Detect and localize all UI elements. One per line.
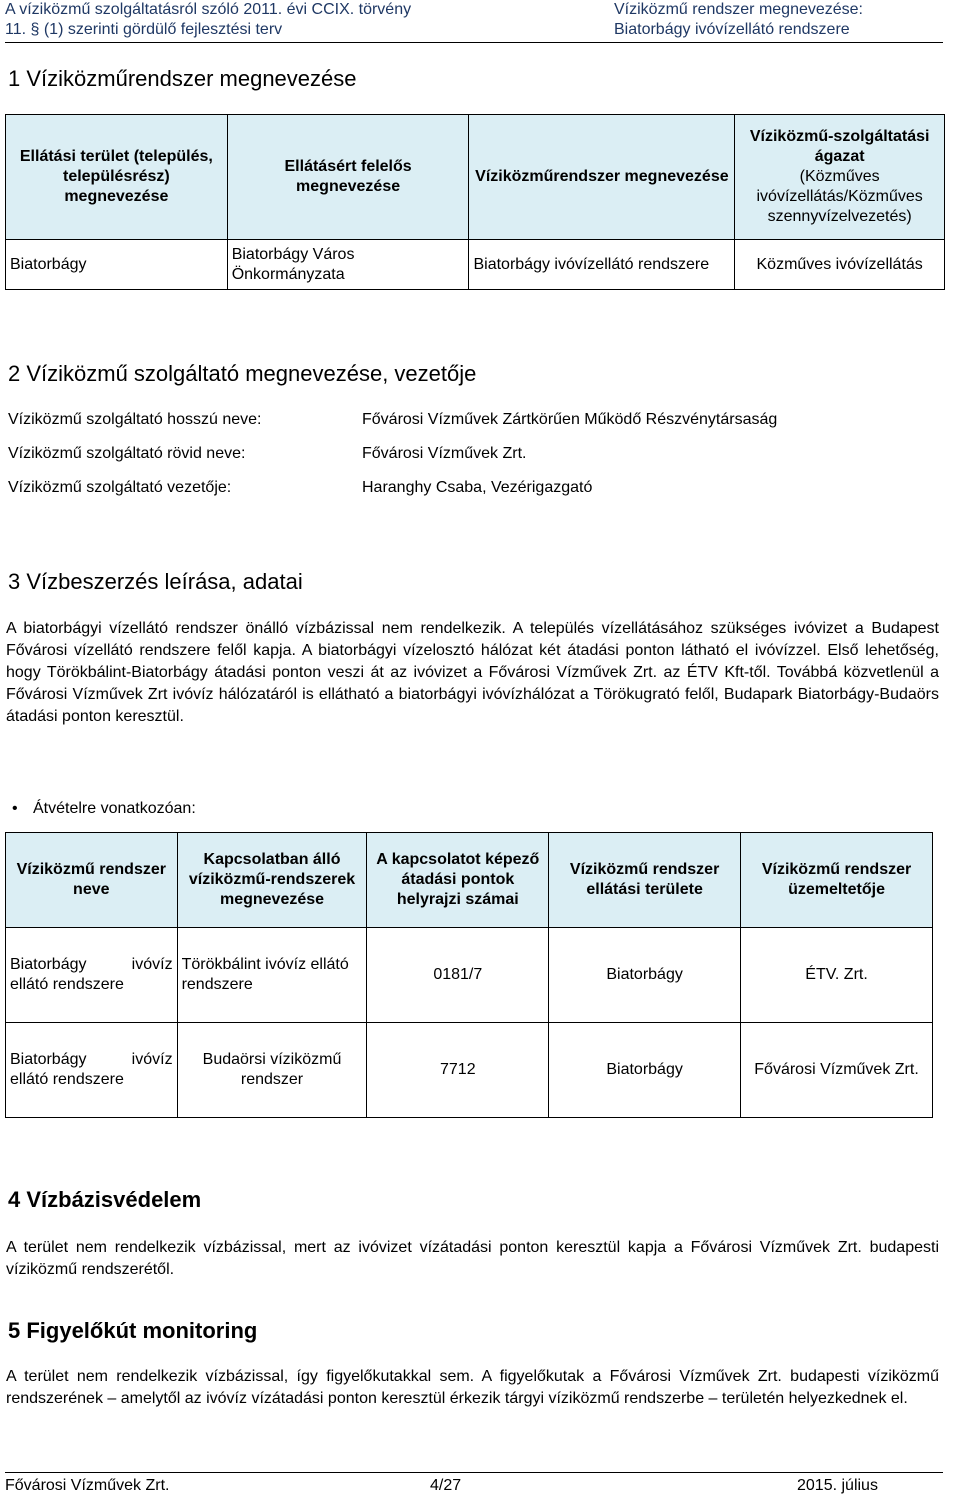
- header-right-line1: Víziközmű rendszer megnevezése:: [614, 1, 863, 18]
- connection-cell-points: 7712: [367, 1023, 549, 1118]
- connection-cell-linked: Budaörsi víziközmű rendszer: [177, 1023, 367, 1118]
- provider-short-name-label: Víziközmű szolgáltató rövid neve:: [8, 445, 246, 462]
- provider-leader-value: Haranghy Csaba, Vezérigazgató: [362, 479, 593, 496]
- system-table-header-sector: [735, 115, 945, 240]
- system-table-header-responsible: Ellátásért felelős megnevezése: [227, 115, 469, 240]
- connection-table-header-operator: Víziközmű rendszer üzemeltetője: [741, 833, 933, 928]
- connection-table-header-linked: Kapcsolatban álló víziközmű-rendszerek megnevezése: [177, 833, 367, 928]
- system-table-header-system: Víziközműrendszer megnevezése: [469, 115, 735, 240]
- system-table-cell-system: Biatorbágy ivóvízellátó rendszere: [469, 240, 735, 290]
- provider-long-name-value: Fővárosi Vízművek Zártkörűen Működő Részvénytársaság: [362, 411, 778, 428]
- footer-date: 2015. július: [797, 1477, 878, 1494]
- connection-table-header-points: A kapcsolatot képező átadási pontok helyrajzi számai: [367, 833, 549, 928]
- connection-cell-operator: ÉTV. Zrt.: [741, 928, 933, 1023]
- section4-paragraph: A terület nem rendelkezik vízbázissal, mert az ivóvizet vízátadási ponton keresztül kapja a Fővárosi Vízművek Zrt. budapesti víziközmű rendszerétől.: [6, 1239, 939, 1278]
- system-table-header-area: Ellátási terület (település, településrész) megnevezése: [6, 115, 228, 240]
- section4-title: 4 Vízbázisvédelem: [8, 1187, 202, 1212]
- system-table-cell-area: Biatorbágy: [6, 240, 228, 290]
- provider-long-name-label: Víziközmű szolgáltató hosszú neve:: [8, 411, 262, 428]
- section1-title: 1 Víziközműrendszer megnevezése: [8, 66, 357, 91]
- header-right-line2: Biatorbágy ivóvízellátó rendszere: [614, 21, 850, 38]
- section3-title: 3 Vízbeszerzés leírása, adatai: [8, 569, 303, 594]
- provider-short-name-value: Fővárosi Vízművek Zrt.: [362, 445, 527, 462]
- provider-leader-label: Víziközmű szolgáltató vezetője:: [8, 479, 232, 496]
- system-table-cell-responsible: Biatorbágy Város Önkormányzata: [227, 240, 469, 290]
- section3-paragraph: A biatorbágyi vízellátó rendszer önálló vízbázissal nem rendelkezik. A település vízellátásához szükséges ivóvizet a Budapest Fővárosi vízellátó rendszere felől kapja. A biatorbágyi vízelosztó hálózat két átadási ponton látható el ivóvízzel. Első lehetőség, hogy Törökbálint-Biatorbágy átadási ponton veszi át az ivóvizet a Fővárosi Vízművek Zrt. az ÉTV Kft-től. Továbbá közvetlenül a Fővárosi Vízművek Zrt ivóvíz hálózatáról is ellátható a biatorbágyi ivóvízhálózat a Törökugrató felől, Budapark Biatorbágy-Budaörs átadási ponton keresztül.: [6, 620, 939, 725]
- connection-cell-operator: Fővárosi Vízművek Zrt.: [741, 1023, 933, 1118]
- system-table-header-sector-title: Víziközmű-szolgáltatási ágazat: [749, 128, 930, 165]
- connection-cell-area: Biatorbágy: [549, 928, 741, 1023]
- section5-title: 5 Figyelőkút monitoring: [8, 1318, 258, 1343]
- header-left-line1: A víziközmű szolgáltatásról szóló 2011. évi CCIX. törvény: [5, 1, 412, 18]
- section2-title: 2 Víziközmű szolgáltató megnevezése, vezetője: [8, 361, 477, 386]
- connection-table-header-name: Víziközmű rendszer neve: [6, 833, 178, 928]
- connection-cell-name: Biatorbágy ivóvíz ellátó rendszere: [6, 1023, 178, 1118]
- table-row: [6, 928, 933, 1023]
- connection-cell-area: Biatorbágy: [549, 1023, 741, 1118]
- table-row: [6, 1023, 933, 1118]
- footer-page-number: 4/27: [430, 1477, 462, 1494]
- section5-paragraph: A terület nem rendelkezik vízbázissal, így figyelőkutakkal sem. A figyelőkutak a Fővárosi Vízművek Zrt. budapesti víziközmű rendszerének – amelytől az ivóvíz vízátadási ponton keresztül érkezik tárgyi víziközmű rendszerbe – területén helyezkednek el.: [6, 1368, 939, 1407]
- connection-cell-linked: Törökbálint ivóvíz ellátó rendszere: [177, 928, 367, 1023]
- footer-divider: [5, 1472, 943, 1473]
- header-left-line2: 11. § (1) szerinti gördülő fejlesztési terv: [5, 21, 283, 38]
- system-table-cell-sector: Közműves ivóvízellátás: [735, 240, 945, 290]
- connection-table: [5, 832, 933, 1118]
- connection-cell-points: 0181/7: [367, 928, 549, 1023]
- connection-cell-name: Biatorbágy ivóvíz ellátó rendszere: [6, 928, 178, 1023]
- system-table-header-sector-sub: (Közműves ivóvízellátás/Közműves szennyvízelvezetés): [756, 168, 923, 225]
- connection-table-header-area: Víziközmű rendszer ellátási területe: [549, 833, 741, 928]
- section3-bullet: Átvételre vonatkozóan:: [33, 800, 196, 817]
- footer-left: Fővárosi Vízművek Zrt.: [5, 1477, 170, 1494]
- header-divider: [5, 42, 943, 43]
- bullet-icon: •: [12, 800, 18, 817]
- system-table: [5, 114, 945, 290]
